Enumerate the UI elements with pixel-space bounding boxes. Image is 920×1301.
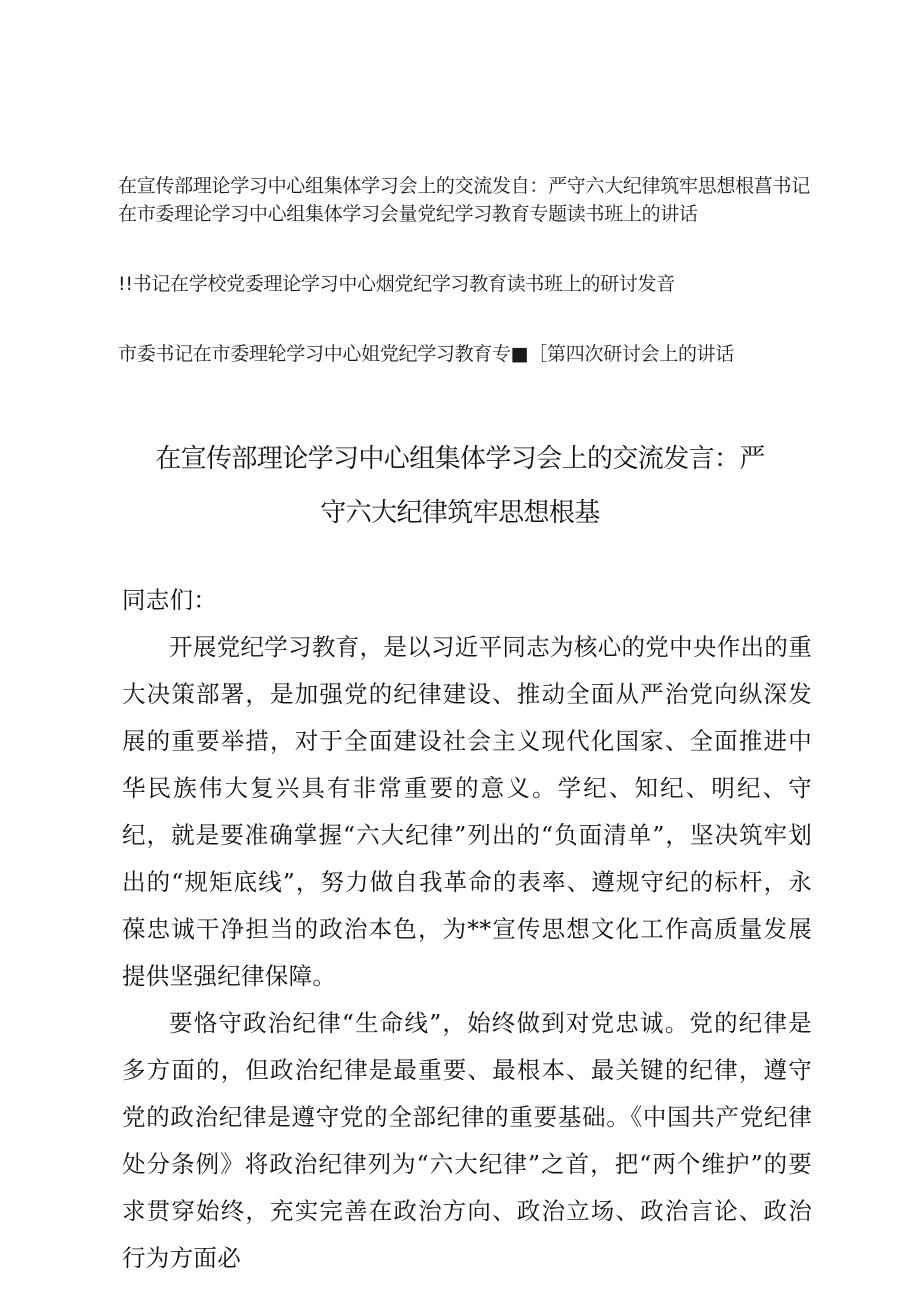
table-of-contents <box>118 172 818 368</box>
document-title-line: 守六大纪律筑牢思想根基 <box>320 498 600 528</box>
toc-item: !!书记在学校党委理论学习中心烟党纪学习教育读书班上的研讨发音 <box>118 273 675 295</box>
document-title-line: 在宣传部理论学习中心组集体学习会上的交流发言：严 <box>155 444 765 474</box>
toc-item: 在宣传部理论学习中心组集体学习会上的交流发自：严守六大纪律筑牢思想根菖书记 <box>118 175 810 197</box>
body-paragraph: 开展党纪学习教育，是以习近平同志为核心的党中央作出的重大决策部署，是加强党的纪律建设、推动全面从严治党向纵深发展的重要举措，对于全面建设社会主义现代化国家、全面推进中华民族伟大复兴具有非常重要的意义。学纪、知纪、明纪、守纪，就是要准确掌握“六大纪律”列出的“负面清单”，坚决筑牢划出的“规矩底线”，努力做自我革命的表率、遵规守纪的标杆，永葆忠诚干净担当的政治本色，为**宣传思想文化工作高质量发展提供坚强纪律保障。 <box>122 633 812 990</box>
salutation: 同志们： <box>122 586 218 614</box>
toc-item: 在市委理论学习中心组集体学习会量党纪学习教育专题读书班上的讲话 <box>118 203 698 225</box>
toc-item: 市委书记在市委理轮学习中心姐党纪学习教育专■［第四次研讨会上的讲话 <box>118 343 735 365</box>
document-body <box>122 577 812 1282</box>
document-title <box>110 432 810 540</box>
body-paragraph: 要恪守政治纪律“生命线”，始终做到对党忠诚。党的纪律是多方面的，但政治纪律是最重要、最根本、最关键的纪律，遵守党的政治纪律是遵守党的全部纪律的重要基础。《中国共产党纪律处分条例》将政治纪律列为“六大纪律”之首，把“两个维护”的要求贯穿始终，充实完善在政治方向、政治立场、政治言论、政治行为方面必 <box>122 1009 812 1272</box>
